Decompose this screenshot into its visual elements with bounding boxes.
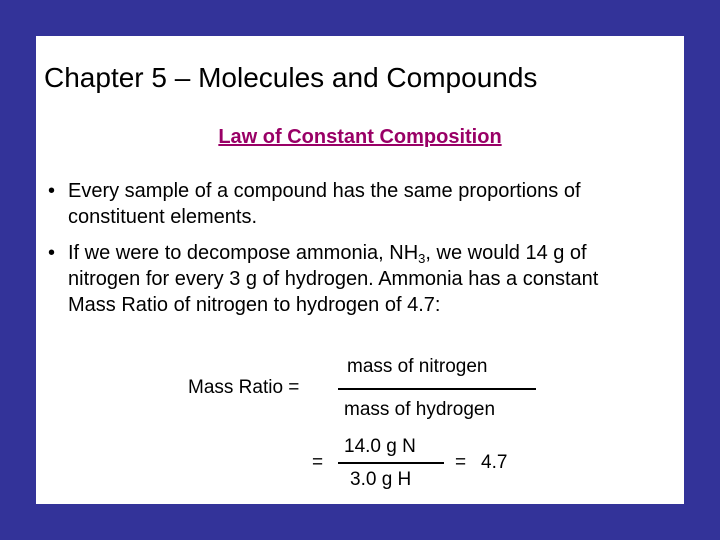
fraction-numerator: mass of nitrogen xyxy=(347,356,488,377)
fraction-bar xyxy=(338,462,444,464)
fraction-denominator-values: 3.0 g H xyxy=(350,469,412,490)
bullet-item xyxy=(46,178,636,230)
fraction-denominator: mass of hydrogen xyxy=(344,399,496,420)
bullet-text-part1: If we were to decompose ammonia, NH xyxy=(68,242,419,264)
equation-lhs: Mass Ratio = xyxy=(188,377,300,398)
bullet-item xyxy=(46,240,636,318)
subscript: 3 xyxy=(418,251,426,266)
fraction-bar xyxy=(338,388,536,390)
equals-sign: = xyxy=(312,452,324,473)
slide-title: Chapter 5 – Molecules and Compounds xyxy=(44,62,538,93)
equals-sign: = xyxy=(455,452,467,473)
fraction-numerator-values: 14.0 g N xyxy=(344,436,416,457)
bullet-text: Every sample of a compound has the same proportions of constituent elements. xyxy=(68,180,581,228)
bullet-text-part2: , we would 14 g of nitrogen for every 3 g of hydrogen. Ammonia has a constant Mass Ratio of nitrogen to hydrogen of 4.7: xyxy=(68,242,599,316)
slide-subtitle: Law of Constant Composition xyxy=(218,126,502,148)
bullet-list xyxy=(46,178,636,328)
bullet-glyph: • xyxy=(48,180,56,202)
bullet-glyph: • xyxy=(48,242,56,264)
result-value: 4.7 xyxy=(481,452,508,473)
